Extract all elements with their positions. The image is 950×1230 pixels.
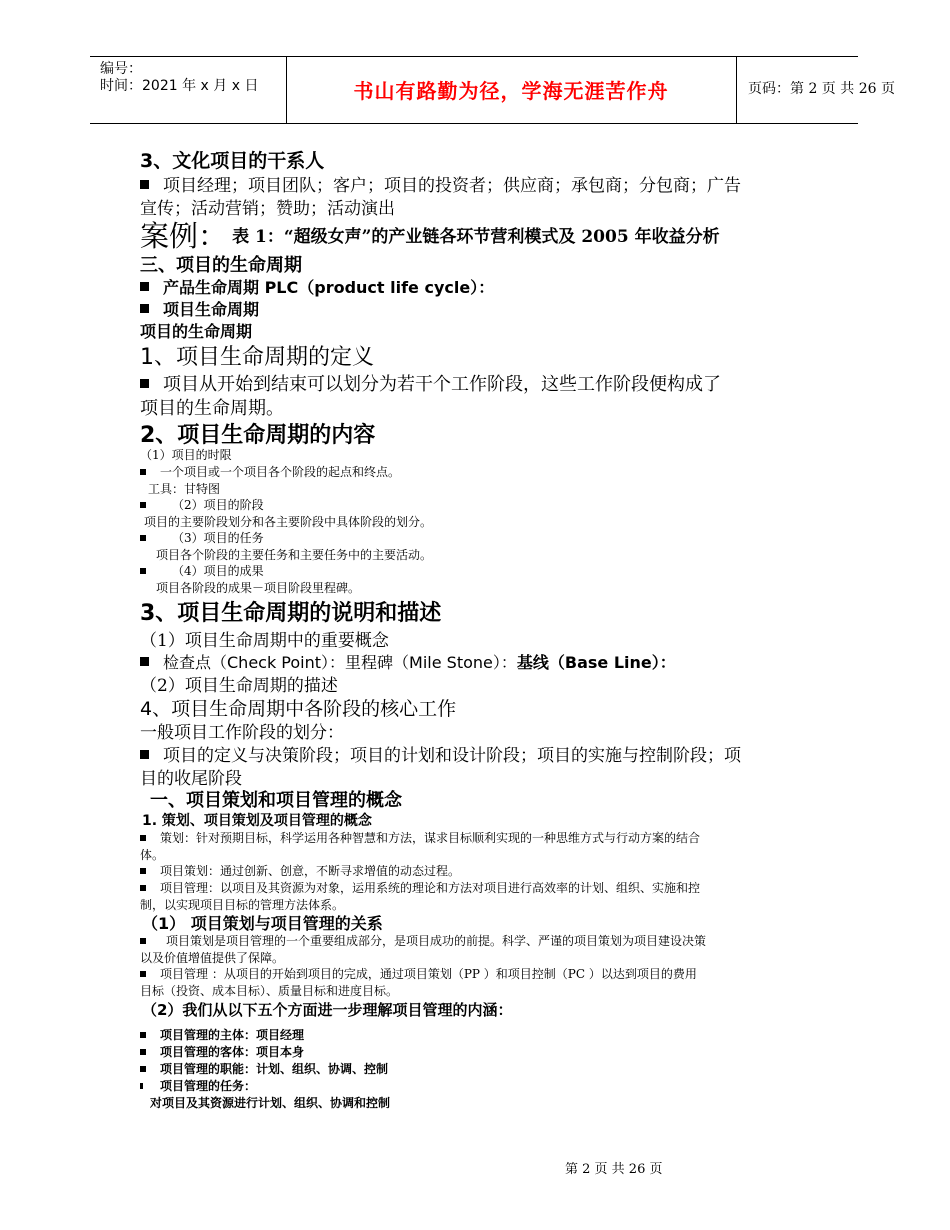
heading-definition: 1、项目生命周期的定义 bbox=[140, 345, 374, 370]
content-item-2-detail: 项目的主要阶段划分和各主要阶段中具体阶段的划分。 bbox=[144, 515, 433, 529]
header-page-cell bbox=[736, 57, 895, 123]
bullet-icon bbox=[140, 835, 146, 841]
number-label: 编号： bbox=[100, 61, 142, 77]
definition-line2: 项目的生命周期。 bbox=[140, 398, 284, 419]
bullet-icon bbox=[140, 1083, 143, 1089]
bullet-icon bbox=[140, 304, 149, 313]
plc2-bullet: 项目生命周期 bbox=[140, 297, 812, 320]
heading-core-work: 4、项目生命周期中各阶段的核心工作 bbox=[140, 698, 457, 720]
time-label: 时间：2021 年 x 月 x 日 bbox=[100, 78, 259, 94]
bullet-icon bbox=[140, 750, 149, 759]
case-text: 表 1：“超级女声”的产业链各环节营利模式及 2005 年收益分析 bbox=[232, 227, 720, 247]
bullet-icon bbox=[140, 971, 146, 977]
heading-five-aspects: （2）我们从以下五个方面进一步理解项目管理的内涵： bbox=[142, 1001, 513, 1019]
tool-label: 工具：甘特图 bbox=[148, 482, 221, 496]
footer-page-number: 第 2 页 共 26 页 bbox=[565, 1162, 663, 1177]
header-info-cell bbox=[90, 57, 287, 123]
content-item-4-detail: 项目各阶段的成果－项目阶段里程碑。 bbox=[156, 581, 361, 595]
lifecycle-title: 项目的生命周期 bbox=[140, 322, 253, 341]
bullet-icon bbox=[140, 938, 146, 944]
content-item-3: （3）项目的任务 bbox=[140, 529, 264, 546]
five-item-4: 项目管理的任务： bbox=[140, 1077, 256, 1094]
bullet-icon bbox=[140, 180, 149, 189]
stakeholders-line1: 项目经理；项目团队；客户；项目的投资者；供应商；承包商；分包商；广告 bbox=[140, 171, 812, 196]
description-item-1: （1）项目生命周期中的重要概念 bbox=[140, 631, 389, 651]
content-item-1: （1）项目的时限 bbox=[140, 448, 232, 462]
plan-def3-cont: 制，以实现项目目标的管理方法体系。 bbox=[140, 898, 345, 912]
bullet-icon bbox=[140, 379, 149, 388]
bullet-icon bbox=[140, 568, 146, 574]
heading-description: 3、项目生命周期的说明和描述 bbox=[140, 601, 442, 626]
heading-stakeholders: 3、文化项目的干系人 bbox=[140, 150, 325, 172]
content-item-3-detail: 项目各个阶段的主要任务和主要任务中的主要活动。 bbox=[156, 548, 433, 562]
page-info: 页码：第 2 页 共 26 页 bbox=[748, 81, 895, 97]
bullet-icon bbox=[140, 885, 146, 891]
core-intro: 一般项目工作阶段的划分： bbox=[140, 723, 344, 743]
bullet-icon bbox=[140, 535, 146, 541]
definition-line1: 项目从开始到结束可以划分为若干个工作阶段，这些工作阶段便构成了 bbox=[140, 370, 812, 396]
stakeholders-line2: 宣传；活动营销；赞助；活动演出 bbox=[140, 199, 395, 219]
plan-def1: 策划：针对预期目标，科学运用各种智慧和方法，谋求目标顺利实现的一种思维方式与行动方案的结合 bbox=[140, 829, 700, 846]
content-item-4: （4）项目的成果 bbox=[140, 562, 264, 579]
header-table bbox=[90, 56, 895, 124]
description-item-2: （2）项目生命周期的描述 bbox=[140, 676, 338, 696]
heading-content: 2、项目生命周期的内容 bbox=[140, 423, 376, 448]
bullet-icon bbox=[140, 1032, 146, 1038]
heading-relationship: （1） 项目策划与项目管理的关系 bbox=[142, 914, 383, 933]
core-line1: 项目的定义与决策阶段；项目的计划和设计阶段；项目的实施与控制阶段；项 bbox=[140, 741, 812, 766]
plc-bullet: 产品生命周期 PLC（product life cycle）： bbox=[140, 275, 812, 298]
heading-planning-concepts: 1. 策划、项目策划及项目管理的概念 bbox=[142, 813, 372, 829]
case-label: 案例： bbox=[140, 219, 228, 253]
content-item-1-detail: 一个项目或一个项目各个阶段的起点和终点。 bbox=[140, 463, 400, 480]
relationship-line2-cont: 目标（投资、成本目标）、质量目标和进度目标。 bbox=[140, 984, 399, 998]
bullet-icon bbox=[140, 502, 146, 508]
bullet-icon bbox=[140, 469, 146, 475]
bullet-icon bbox=[140, 282, 149, 291]
heading-planning: 一、项目策划和项目管理的概念 bbox=[150, 790, 402, 811]
plan-def3: 项目管理：以项目及其资源为对象，运用系统的理论和方法对项目进行高效率的计划、组织、实施和控 bbox=[140, 879, 700, 896]
bullet-icon bbox=[140, 868, 146, 874]
five-item-1: 项目管理的主体：项目经理 bbox=[140, 1026, 304, 1043]
five-item-2: 项目管理的客体：项目本身 bbox=[140, 1043, 304, 1060]
motto: 书山有路勤为径，学海无涯苦作舟 bbox=[353, 79, 669, 103]
case-line bbox=[140, 214, 812, 255]
relationship-line1-cont: 以及价值增值提供了保障。 bbox=[140, 951, 285, 965]
heading-lifecycle: 三、项目的生命周期 bbox=[140, 255, 302, 276]
bullet-icon bbox=[140, 1049, 146, 1055]
plan-def1-cont: 体。 bbox=[140, 848, 165, 862]
header-motto-cell bbox=[286, 57, 737, 123]
core-line2: 目的收尾阶段 bbox=[140, 769, 242, 789]
five-item-4-detail: 对项目及其资源进行计划、组织、协调和控制 bbox=[150, 1096, 391, 1110]
plan-def2: 项目策划：通过创新、创意，不断寻求增值的动态过程。 bbox=[140, 862, 460, 879]
five-item-3: 项目管理的职能：计划、组织、协调、控制 bbox=[140, 1060, 388, 1077]
content-item-2: （2）项目的阶段 bbox=[140, 496, 264, 513]
bullet-icon bbox=[140, 1066, 146, 1072]
relationship-line2: 项目管理 ：从项目的开始到项目的完成，通过项目策划（PP ）和项目控制（PC ）以达到项目的费用 bbox=[140, 965, 697, 982]
concepts-line: 检查点（Check Point）：里程碑（Mile Stone）：基线（Base Line）： bbox=[140, 650, 812, 673]
bullet-icon bbox=[140, 657, 149, 666]
relationship-line1: 项目策划是项目管理的一个重要组成部分，是项目成功的前提。科学、严谨的项目策划为项目建设决策 bbox=[140, 932, 706, 949]
